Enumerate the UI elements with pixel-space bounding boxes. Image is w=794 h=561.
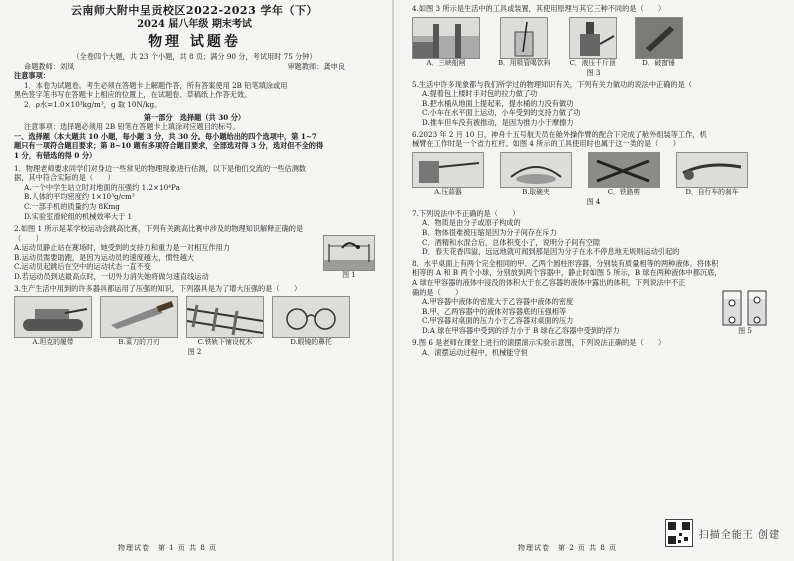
q1-stem-2: 据，其中符合实际的是（ ） (14, 173, 115, 183)
q7-option-b: B．物体很难被压缩是因为分子间存在斥力 (422, 227, 557, 237)
ship-lock-image (412, 17, 480, 59)
q2-option-d: D.若运动员到达最高点时，一切外力消失她将做匀速直线运动 (14, 272, 209, 282)
q3-option-a-fig (14, 296, 92, 347)
q7-option-c: C．酒精和水混合后，总体积变小了，说明分子间有空隙 (422, 237, 601, 247)
knife-image (100, 296, 178, 338)
q7-option-a: A．物质是由分子或原子构成的 (422, 218, 521, 228)
part1-intro-3: 1 分，有错选的得 0 分） (14, 150, 97, 160)
q3-option-c-label: C.铁轨下铺设枕木 (197, 338, 253, 347)
q5-stem: 5.生活中许多现象都与我们所学过的物理知识有关，下列有关力做功的说法中正确的是（ (412, 79, 692, 89)
window-breaker-image (635, 17, 683, 59)
q2-option-c: C.运动员起跳后在空中的运动状态一直不变 (14, 262, 151, 272)
page-1 (0, 0, 385, 561)
scanner-text: 扫描全能王 创建 (698, 529, 780, 541)
q6-option-c-label: C．铁路剪 (607, 187, 641, 196)
q9-option-a: A．滚摆运动过程中，机械能守恒 (422, 347, 528, 357)
figure-1-label: 图 1 (342, 271, 356, 280)
q6-stem-2: 械臂在工作时是一个省力杠杆。如图 4 所示的工具使用时也属于这一类的是（ ） (412, 139, 680, 149)
notes-title: 注意事项： (14, 71, 50, 81)
page-divider (392, 0, 394, 561)
q1-option-a: A.一个中学生站立时对地面的压强约 1.2×10⁴Pa (24, 182, 180, 192)
page-2 (400, 0, 785, 561)
q1-option-c: C.一部手机的质量约为 8Kmg (24, 201, 120, 211)
q8-stem-4: 确的是（ ） (412, 287, 463, 297)
bowl-clip-image (500, 152, 572, 188)
q3-option-c-fig (186, 296, 264, 347)
q3-stem: 3.生产生活中用到的许多器具都运用了压强的知识，下列器具是为了增大压强的是（ ） (14, 283, 302, 293)
q2-option-a: A.运动员静止站在赛场时，她受到的支持力和重力是一对相互作用力 (14, 243, 230, 253)
q8-stem-2: 相等的 A 和 B 两个小球，分别放到两个容器中，静止时如图 5 所示，B 球在两种液体中都沉底， (412, 268, 722, 278)
q3-option-d-label: D.眼镜的鼻托 (290, 338, 332, 347)
q8-stem-1: 8．水平桌面上有两个完全相同的甲、乙两个圆柱形容器，分别装有质量相等的两种液体，将体积 (412, 258, 719, 268)
q4-option-a-fig (412, 17, 480, 68)
glasses-image (272, 296, 350, 338)
q4-option-c-fig (569, 17, 617, 68)
tank-tread-image (14, 296, 92, 338)
scanner-watermark (665, 519, 780, 547)
teacher-row (14, 62, 375, 72)
q5-option-b: B.把水桶从地面上提起来，提水桶的力没有做功 (422, 98, 574, 108)
q3-option-b-label: B.菜刀的刀刃 (118, 338, 160, 347)
q4-option-c-label: C．液压千斤顶 (569, 58, 616, 67)
note-2: 2．ρ水=1.0×10³kg/m³，g 取 10N/kg。 (24, 99, 162, 109)
exam-info: （全卷四个大题，共 23 个小题，共 8 页；满分 90 分，考试用时 75 分钟） (72, 52, 317, 61)
figure-4-label: 图 4 (586, 197, 601, 206)
q3-option-b-fig (100, 296, 178, 347)
qr-code-icon (665, 519, 693, 547)
figure-3-row (412, 17, 775, 68)
q1-stem-1: 1．物理老师要求同学们对身边一些常见的物理现象进行估测，以下是他们交流的一些估测数 (14, 163, 307, 173)
railway-sleeper-image (186, 296, 264, 338)
part1-note: 注意事项：选择题必须用 2B 铅笔在答题卡上填涂对应题目的标号。 (24, 122, 240, 132)
q2-paren: （ ） (14, 233, 43, 243)
q5-option-a: A.提着包上楼时手对包的拉力做了功 (422, 89, 538, 99)
subject-title: 物理 试题卷 (148, 34, 241, 50)
part1-intro-1: 一、选择题（本大题共 10 小题，每小题 3 分，共 30 分。每小题给出的四个选项中，第 1~7 (14, 131, 317, 141)
school-title: 云南师大附中呈贡校区2022-2023 学年（下） (70, 4, 319, 17)
q1-option-b: B.人体的平均密度约 1×10³g/cm³ (24, 192, 135, 202)
figure-5-label: 图 5 (738, 327, 752, 336)
q6-option-a-fig (412, 152, 484, 197)
q8-option-b: B.甲、乙两容器中的液体对容器底的压强相等 (422, 306, 567, 316)
note-1b: 黑色签字笔书写在答题卡上相应的位置上，在试题卷、草稿纸上作答无效。 (14, 90, 252, 100)
note-1a: 1．本卷为试题卷。考生必须在答题卡上解题作答，所有答案使用 2B 铅笔填涂或用 (24, 80, 288, 90)
q1-option-d: D.实验室滑轮组的机械效率大于 1 (24, 211, 133, 221)
q4-stem: 4.如图 3 所示是生活中的工具或装置，其使用原理与其它三种不同的是（ ） (412, 4, 666, 13)
bike-brake-image (676, 152, 748, 188)
writer: 命题教师：刘凤 (24, 61, 75, 71)
figure-5 (721, 287, 769, 336)
q4-option-a-label: A．三峡船闸 (426, 58, 466, 67)
grade-exam: 2024 届八年级 期末考试 (137, 19, 252, 30)
figure-4-row (412, 152, 775, 197)
q8-option-a: A.甲容器中液体的密度大于乙容器中液体的密度 (422, 297, 574, 307)
q6-option-d-fig (676, 152, 748, 197)
high-jump-image (323, 235, 375, 271)
part1-title: 第一部分 选择题（共 30 分） (143, 112, 246, 122)
q4-option-d-fig (635, 17, 683, 68)
figure-3-label: 图 3 (586, 68, 601, 77)
qr-pattern (666, 520, 692, 546)
iron-shears-image (588, 152, 660, 188)
footer-page-1: 物理试卷 第 1 页 共 8 页 (118, 544, 218, 552)
q7-stem: 7.下列说法中不正确的是（ ） (412, 208, 520, 218)
q6-option-a-label: A.压蒜器 (434, 187, 462, 196)
q2-stem: 2.如图 1 所示是某学校运动会跳高比赛，下列有关跳高比赛中涉及的物理知识解释正确的是 (14, 224, 304, 234)
q3-option-d-fig (272, 296, 350, 347)
q6-option-b-label: B.取碗夹 (522, 187, 550, 196)
q6-option-c-fig (588, 152, 660, 197)
q4-option-d-label: D．破窗锤 (642, 58, 675, 67)
reviewer: 审题教师：龚申良 (287, 61, 345, 71)
q2-option-b: B.运动员需要助跑，是因为运动员的速度越大，惯性越大 (14, 252, 195, 262)
q8-option-d: D.A 球在甲容器中受到的浮力小于 B 球在乙容器中受到的浮力 (422, 325, 620, 335)
q6-option-d-label: D．自行车的刹车 (685, 187, 739, 196)
q3-option-a-label: A.坦克的履带 (32, 338, 74, 347)
q4-option-b-fig (498, 17, 551, 68)
q6-option-b-fig (500, 152, 572, 197)
q6-stem-1: 6.2023 年 2 月 10 日，神舟十五号航天员在舱外操作臂的配合下完成了舱外组装等工作，机 (412, 129, 707, 139)
q7-option-d: D．春天花香四溢，远远地就可闻到那是因为分子在永不停息地无规则运动引起的 (422, 247, 680, 257)
q4-option-b-label: B．用吸管喝饮料 (498, 58, 551, 67)
footer-page-2: 物理试卷 第 2 页 共 8 页 (518, 544, 618, 552)
q8-option-c: C.甲容器对桌面的压力小于乙容器对桌面的压力 (422, 316, 574, 326)
figure-1 (323, 235, 375, 281)
figure-2-row (14, 296, 375, 347)
part1-intro-2: 题只有一项符合题目要求；第 8~10 题有多项符合题目要求，全部选对得 3 分，选对但不全的得 (14, 141, 324, 151)
q9-stem: 9.图 6 是老师在课堂上进行的滚摆演示实验示意图，下列说法正确的是（ ） (412, 338, 666, 348)
q5-option-d: D.推车但车没有被推动，是因为推力小于摩擦力 (422, 117, 574, 127)
figure-2-label: 图 2 (187, 348, 202, 357)
garlic-press-image (412, 152, 484, 188)
q5-option-c: C.小车在水平面上运动，小车受到的支持力做了功 (422, 108, 581, 118)
containers-image (721, 287, 769, 327)
q8-stem-3: A 球在甲容器的液体中浸没的体积大于在乙容器的液体中露出的体积，下列说法中不正 (412, 277, 686, 287)
drinking-straw-image (500, 17, 548, 59)
hydraulic-jack-image (569, 17, 617, 59)
